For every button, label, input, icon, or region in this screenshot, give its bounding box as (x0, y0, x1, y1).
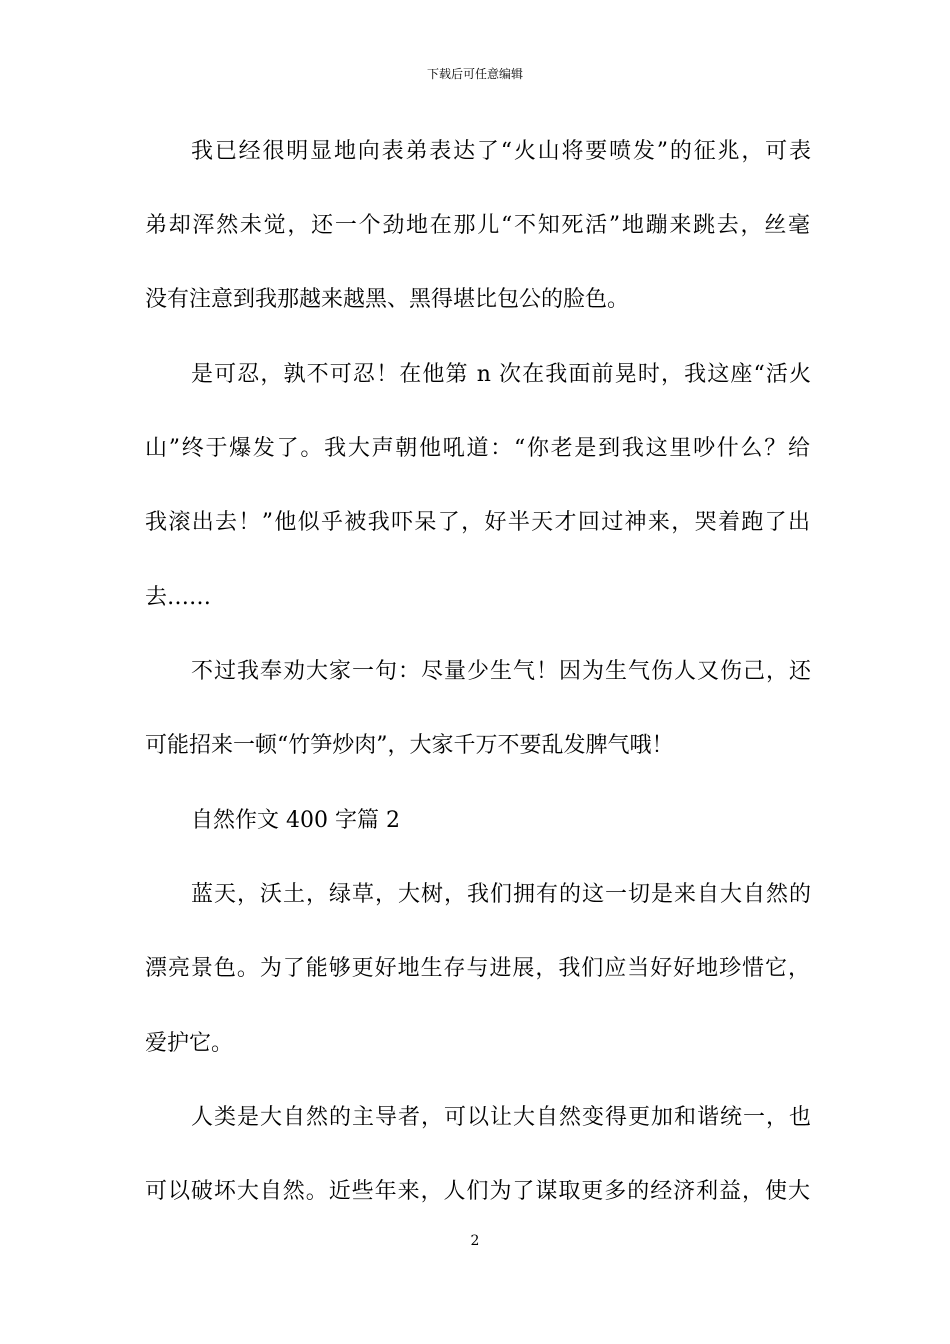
text-line: 没有注意到我那越来越黑、黑得堪比包公的脸色。 (145, 287, 630, 312)
page-header: 下载后可任意编辑 (426, 67, 523, 81)
text-line: 我已经很明显地向表弟表达了“火山将要喷发”的征兆，可表 (191, 139, 811, 164)
section-heading: 自然作文 400 字篇 2 (191, 808, 400, 833)
text-line: 弟却浑然未觉，还一个劲地在那儿“不知死活”地蹦来跳去，丝毫 (145, 213, 810, 238)
text-line: 可能招来一顿“竹笋炒肉”，大家千万不要乱发脾气哦！ (145, 733, 674, 758)
text-line: 可以破坏大自然。近些年来，人们为了谋取更多的经济利益，使大 (145, 1179, 810, 1204)
text-line: 漂亮景色。为了能够更好地生存与进展，我们应当好好地珍惜它， (145, 956, 810, 981)
text-line: 人类是大自然的主导者，可以让大自然变得更加和谐统一，也 (191, 1105, 811, 1130)
text-line: 山”终于爆发了。我大声朝他吼道：“你老是到我这里吵什么？给 (145, 436, 810, 461)
text-line: 去…… (145, 585, 212, 610)
page-number: 2 (470, 1233, 480, 1249)
text-line: 不过我奉劝大家一句：尽量少生气！因为生气伤人又伤己，还 (191, 659, 811, 684)
text-line: 我滚出去！”他似乎被我吓呆了，好半天才回过神来，哭着跑了出 (145, 510, 810, 535)
text-line: 蓝天，沃土，绿草，大树，我们拥有的这一切是来自大自然的 (191, 882, 811, 907)
text-line: 爱护它。 (145, 1031, 234, 1056)
text-line: 是可忍，孰不可忍！在他第 n 次在我面前晃时，我这座“活火 (191, 362, 811, 387)
